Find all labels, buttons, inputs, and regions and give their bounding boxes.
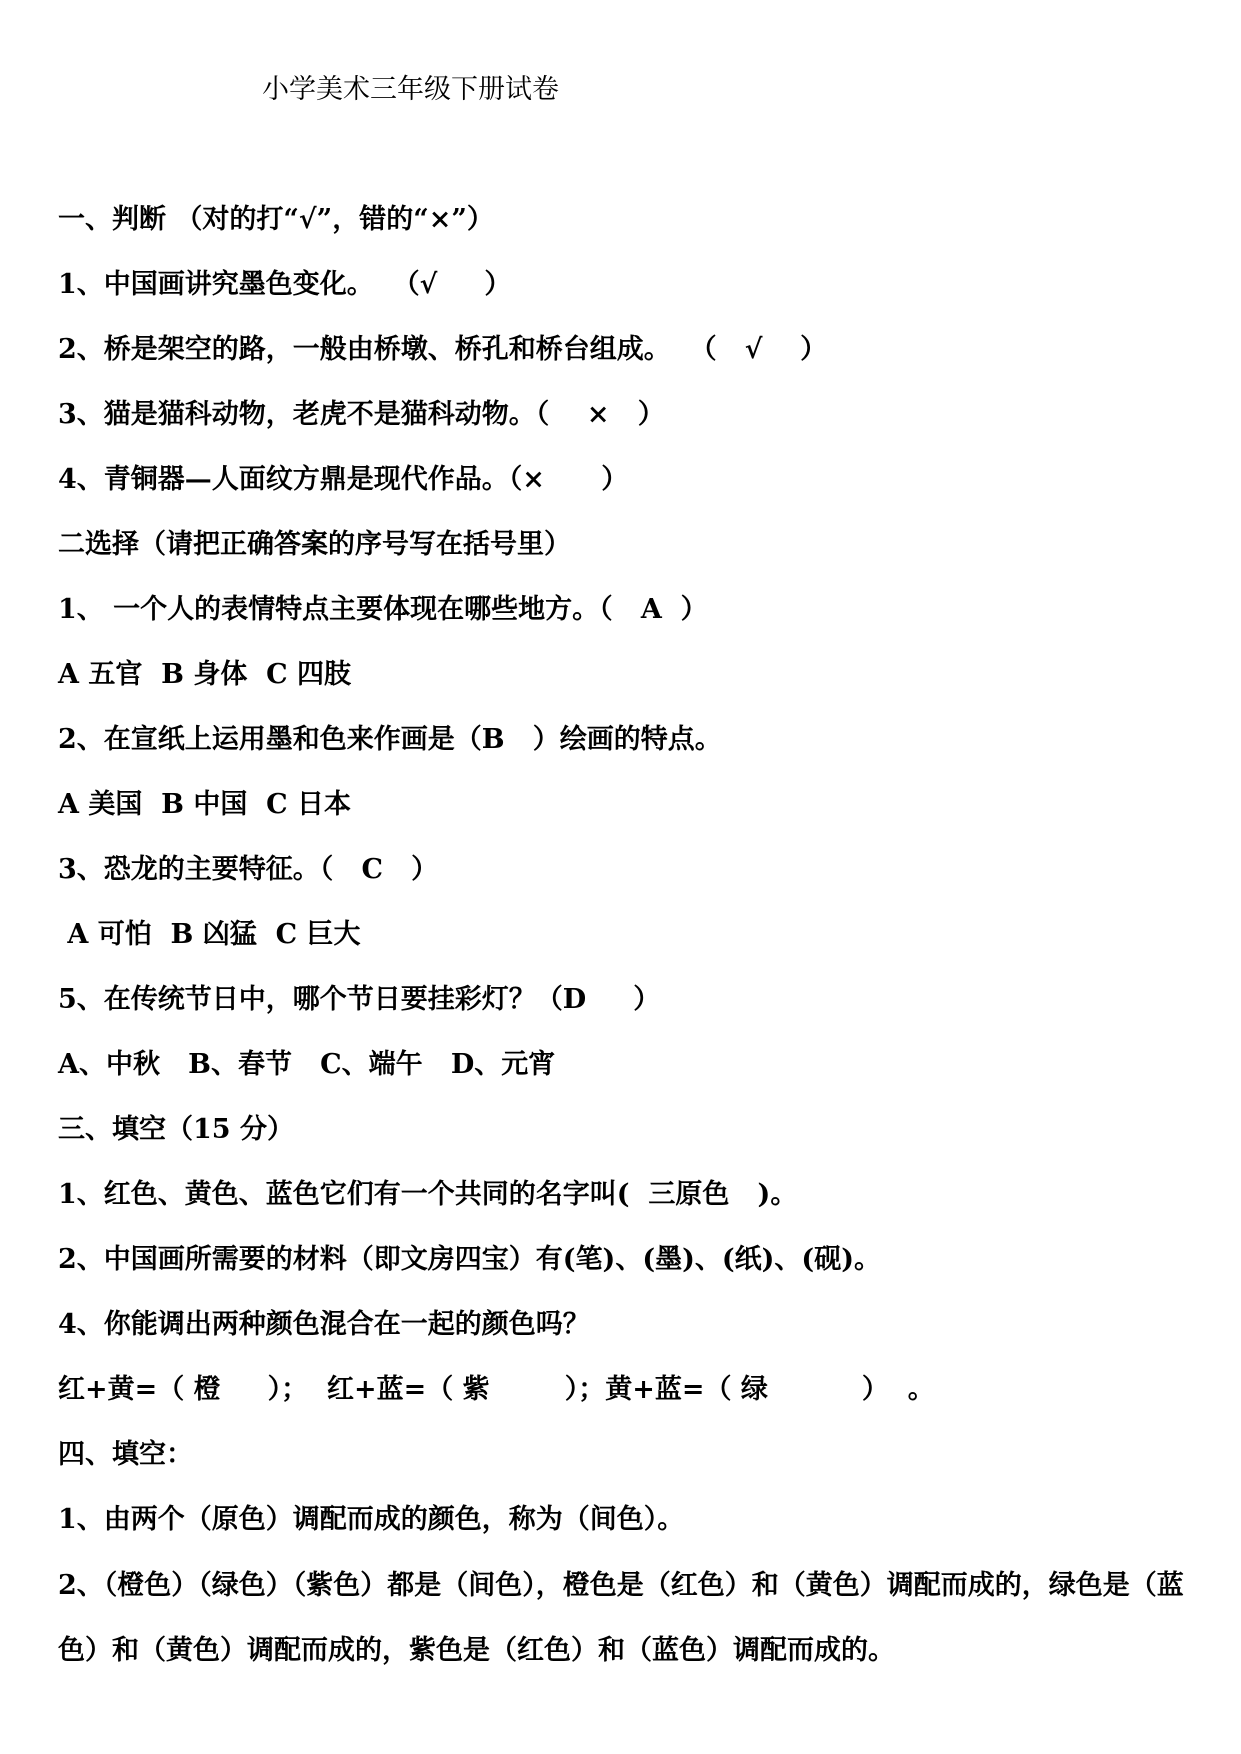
section-heading: 一、判断 （对的打“√”，错的“×”） bbox=[58, 204, 494, 235]
exam-content bbox=[58, 200, 1208, 1683]
options-line: A 可怕 B 凶猛 C 巨大 bbox=[58, 919, 361, 950]
question-line: 3、猫是猫科动物，老虎不是猫科动物。（ × ） bbox=[58, 399, 665, 430]
question-line: 2、在宣纸上运用墨和色来作画是（B ）绘画的特点。 bbox=[58, 724, 722, 755]
question-line: 5、在传统节日中，哪个节日要挂彩灯？（D ） bbox=[58, 984, 661, 1015]
options-line: A 美国 B 中国 C 日本 bbox=[58, 789, 352, 820]
question-line: 4、青铜器—人面纹方鼎是现代作品。（× ） bbox=[58, 464, 629, 495]
question-line: 1、中国画讲究墨色变化。 （√ ） bbox=[58, 269, 512, 300]
section-heading: 三、填空（15 分） bbox=[58, 1114, 294, 1145]
section-heading: 二选择（请把正确答案的序号写在括号里） bbox=[58, 529, 571, 560]
question-line: 2、桥是架空的路，一般由桥墩、桥孔和桥台组成。 （ √ ） bbox=[58, 334, 828, 365]
options-line: A 五官 B 身体 C 四肢 bbox=[58, 659, 352, 690]
page-title: 小学美术三年级下册试卷 bbox=[262, 74, 559, 105]
question-line: 1、 一个人的表情特点主要体现在哪些地方。（ A ） bbox=[58, 594, 708, 625]
section-heading: 四、填空： bbox=[58, 1439, 193, 1470]
question-line: 3、恐龙的主要特征。（ C ） bbox=[58, 854, 439, 885]
options-line: A、中秋 B、春节 C、端午 D、元宵 bbox=[58, 1049, 556, 1080]
answer-line: 红+黄=（ 橙 ）； 红+蓝=（ 紫 ）；黄+蓝=（ 绿 ） 。 bbox=[58, 1374, 935, 1405]
question-line: 1、红色、黄色、蓝色它们有一个共同的名字叫( 三原色 )。 bbox=[58, 1179, 798, 1210]
question-line: 4、你能调出两种颜色混合在一起的颜色吗？ bbox=[58, 1309, 590, 1340]
question-line: 2、中国画所需要的材料（即文房四宝）有(笔)、(墨)、(纸)、(砚)。 bbox=[58, 1244, 881, 1275]
question-line: 1、由两个（原色）调配而成的颜色，称为（间色）。 bbox=[58, 1504, 685, 1535]
question-paragraph: 2、（橙色）（绿色）（紫色）都是（间色），橙色是（红色）和（黄色）调配而成的，绿色是（蓝色）和（黄色）调配而成的，紫色是（红色）和（蓝色）调配而成的。 bbox=[58, 1570, 1184, 1666]
